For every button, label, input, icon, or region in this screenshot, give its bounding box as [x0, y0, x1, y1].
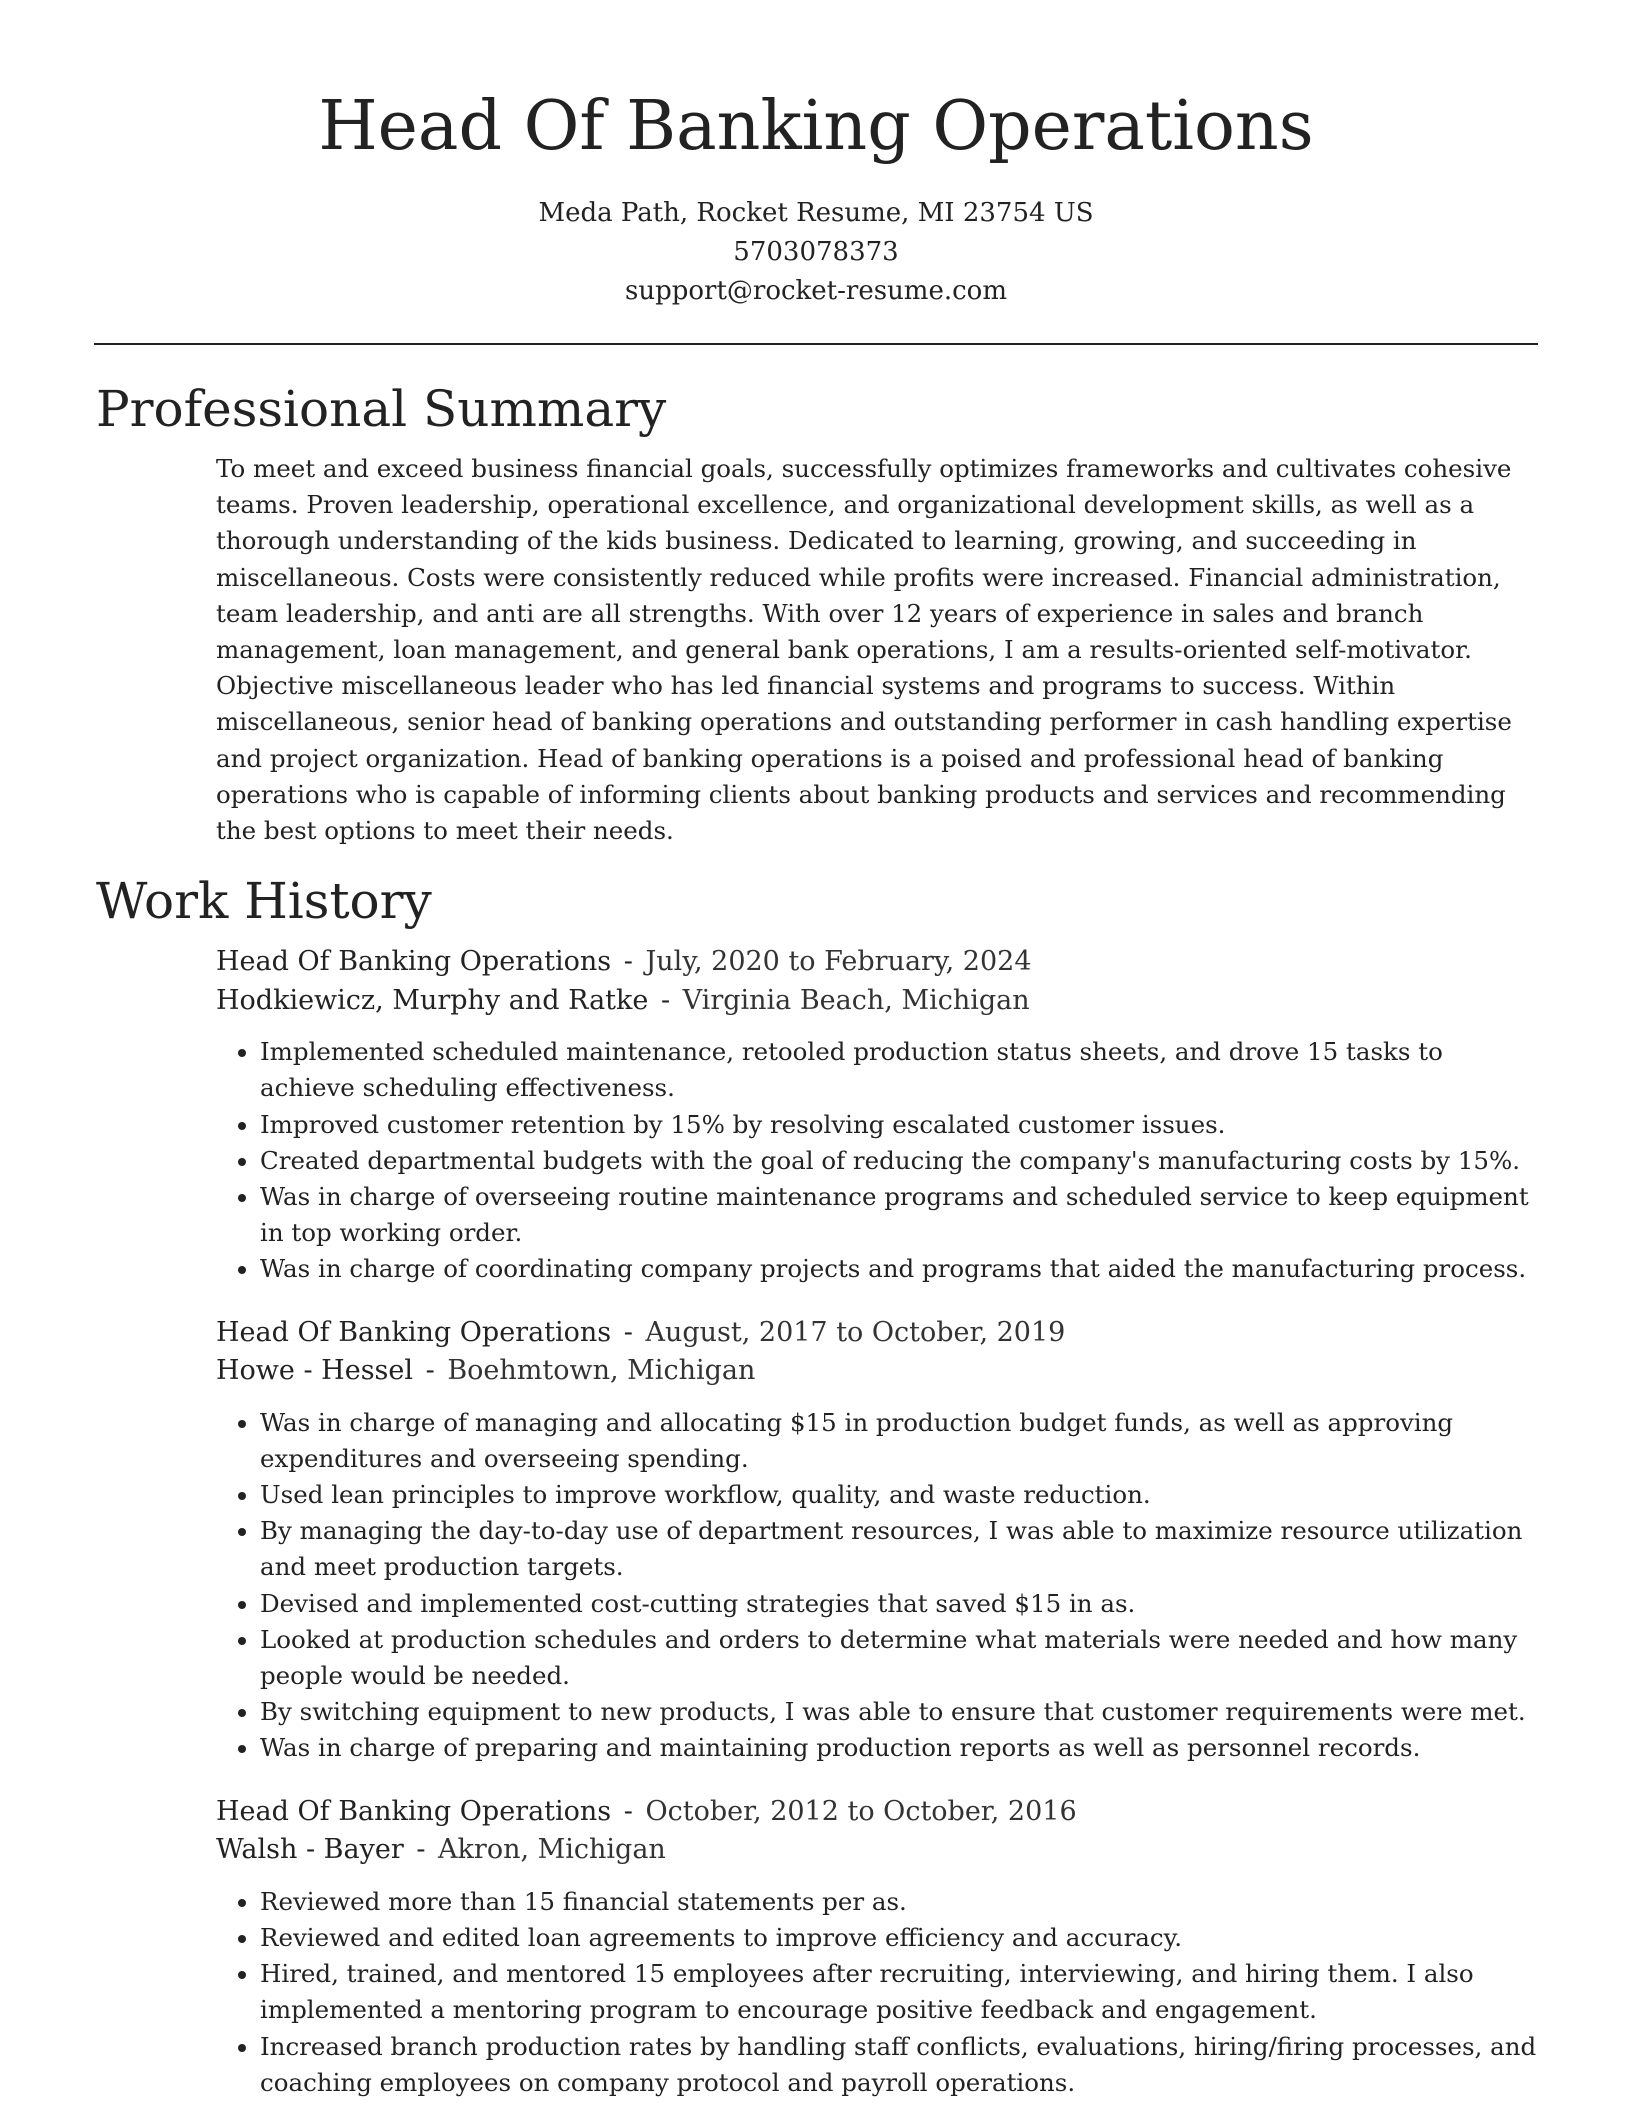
job-entry: [216, 1793, 1540, 2101]
job-duties-list: [216, 1405, 1540, 1767]
job-dates: October, 2012 to October, 2016: [645, 1795, 1077, 1827]
job-role: Head Of Banking Operations: [216, 1316, 612, 1348]
summary-text: To meet and exceed business financial goals, successfully optimizes frameworks and cultivates cohesive teams. Proven leadership, operational excellence, and organizational development skills, as well as a thorough understanding of the kids business. Dedicated to learning, growing, and succeeding in miscellaneous. Costs were consistently reduced while profits were increased. Financial administration, team leadership, and anti are all strengths. With over 12 years of experience in sales and branch management, loan management, and general bank operations, I am a results-oriented self-motivator. Objective miscellaneous leader who has led financial systems and programs to success. Within miscellaneous, senior head of banking operations and outstanding performer in cash handling expertise and project organization. Head of banking operations is a poised and professional head of banking operations who is capable of informing clients about banking products and services and recommending the best options to meet their needs.: [216, 454, 1512, 846]
header-divider: [94, 343, 1538, 345]
separator: -: [615, 946, 642, 978]
summary-section: [96, 377, 1540, 849]
duty-item: • Implemented scheduled maintenance, retooled production status sheets, and drove 15 tasks to achieve scheduling effectiveness.: [260, 1034, 1540, 1106]
job-company-line: [216, 1352, 1540, 1391]
duty-item: • Created departmental budgets with the goal of reducing the company's manufacturing costs by 15%.: [260, 1143, 1540, 1179]
job-company: Walsh - Bayer: [216, 1834, 404, 1866]
job-company-line: [216, 982, 1540, 1021]
contact-phone: 5703078373: [733, 237, 899, 267]
contact-address: Meda Path, Rocket Resume, MI 23754 US: [538, 198, 1094, 228]
candidate-name: Head Of Banking Operations: [318, 87, 1314, 166]
job-duties-list: [216, 1034, 1540, 1287]
duty-item: • Improved customer retention by 15% by resolving escalated customer issues.: [260, 1107, 1540, 1143]
job-location: Boehmtown, Michigan: [447, 1355, 756, 1387]
job-duties-list: [216, 1884, 1540, 2101]
job-title-line: [216, 1314, 1540, 1353]
job-entry: [216, 1314, 1540, 1767]
duty-item: • Used lean principles to improve workflow, quality, and waste reduction.: [260, 1477, 1540, 1513]
job-location: Akron, Michigan: [438, 1834, 666, 1866]
duty-item: • Was in charge of managing and allocating $15 in production budget funds, as well as approving expenditures and overseeing spending.: [260, 1405, 1540, 1477]
separator: -: [417, 1355, 444, 1387]
duty-item: • Devised and implemented cost-cutting strategies that saved $15 in as.: [260, 1586, 1540, 1622]
work-history-heading: Work History: [96, 872, 432, 931]
job-entry: [216, 943, 1540, 1287]
job-title-line: [216, 943, 1540, 982]
contact-email: support@rocket-resume.com: [624, 276, 1007, 306]
job-role: Head Of Banking Operations: [216, 1795, 612, 1827]
duty-item: • Hired, trained, and mentored 15 employees after recruiting, interviewing, and hiring them. I also implemented a mentoring program to encourage positive feedback and engagement.: [260, 1956, 1540, 2028]
job-location: Virginia Beach, Michigan: [682, 984, 1030, 1016]
duty-item: • Increased branch production rates by handling staff conflicts, evaluations, hiring/firing processes, and coaching employees on company protocol and payroll operations.: [260, 2029, 1540, 2101]
duty-item: • Looked at production schedules and orders to determine what materials were needed and how many people would be needed.: [260, 1622, 1540, 1694]
duty-item: • Reviewed more than 15 financial statements per as.: [260, 1884, 1540, 1920]
job-dates: August, 2017 to October, 2019: [645, 1316, 1066, 1348]
duty-item: • By switching equipment to new products, I was able to ensure that customer requirements were met.: [260, 1694, 1540, 1730]
resume-header: [0, 0, 1632, 311]
job-company: Hodkiewicz, Murphy and Ratke: [216, 984, 649, 1016]
duty-item: • By managing the day-to-day use of department resources, I was able to maximize resource utilization and meet production targets.: [260, 1513, 1540, 1585]
job-company: Howe - Hessel: [216, 1355, 414, 1387]
job-dates: July, 2020 to February, 2024: [645, 946, 1032, 978]
separator: -: [652, 984, 679, 1016]
duty-item: • Was in charge of coordinating company projects and programs that aided the manufacturing process.: [260, 1251, 1540, 1287]
separator: -: [615, 1795, 642, 1827]
separator: -: [407, 1834, 435, 1866]
job-company-line: [216, 1831, 1540, 1870]
summary-heading: Professional Summary: [96, 380, 667, 438]
contact-block: [0, 194, 1632, 311]
job-title-line: [216, 1793, 1540, 1832]
duty-item: • Reviewed and edited loan agreements to improve efficiency and accuracy.: [260, 1920, 1540, 1956]
separator: -: [615, 1316, 642, 1348]
work-history-section: [96, 869, 1540, 2101]
duty-item: • Was in charge of preparing and maintaining production reports as well as personnel records.: [260, 1730, 1540, 1766]
job-role: Head Of Banking Operations: [216, 946, 612, 978]
duty-item: • Was in charge of overseeing routine maintenance programs and scheduled service to keep equipment in top working order.: [260, 1179, 1540, 1251]
